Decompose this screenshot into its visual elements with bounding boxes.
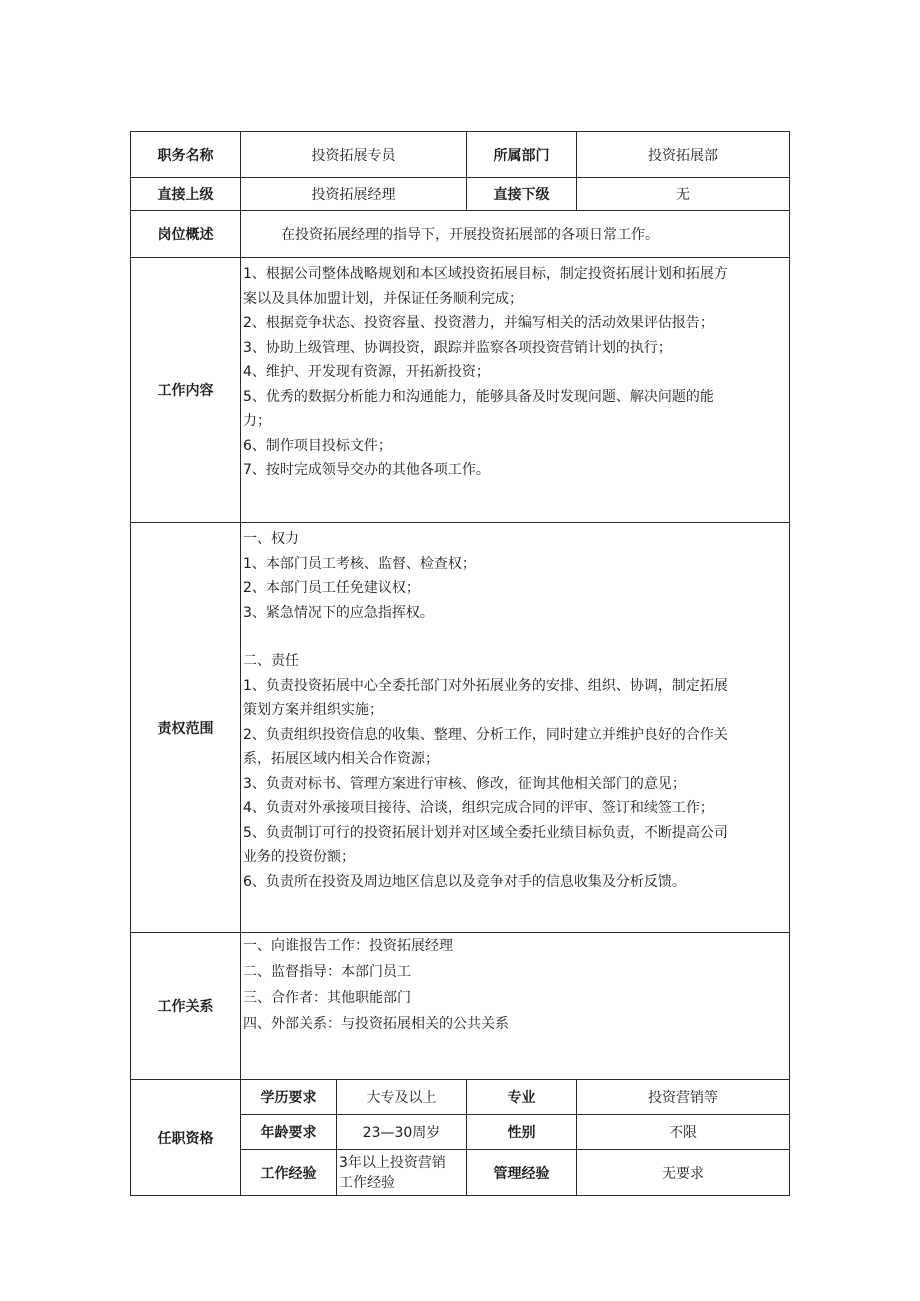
label-work-content: 工作内容: [131, 258, 241, 522]
relation-line: 一、向谁报告工作：投资拓展经理: [243, 938, 453, 954]
relation-line: 三、合作者：其他职能部门: [243, 990, 411, 1006]
row-work-content: [130, 257, 790, 522]
label-job-title: 职务名称: [131, 132, 241, 177]
work-line: 力；: [243, 413, 271, 429]
row-qualifications: [130, 1079, 790, 1196]
responsibility-line: 系，拓展区域内相关合作资源；: [243, 751, 439, 767]
label-overview: 岗位概述: [131, 211, 241, 257]
authority-line: 一、权力: [243, 531, 299, 547]
label-authority: 责权范围: [131, 523, 241, 932]
value-experience-line2: 工作经验: [339, 1175, 395, 1191]
value-experience-line1: 3年以上投资营销: [339, 1155, 446, 1171]
label-experience: 工作经验: [260, 1166, 317, 1182]
value-subordinate: 无: [576, 178, 789, 210]
label-age: 年龄要求: [260, 1125, 317, 1141]
row-authority: [130, 522, 790, 932]
row-superior: [130, 177, 790, 210]
label-education: 学历要求: [260, 1090, 317, 1106]
label-management-exp: 管理经验: [466, 1150, 576, 1196]
value-gender: 不限: [576, 1115, 789, 1149]
qual-row-education: [241, 1080, 789, 1114]
value-age: 23—30周岁: [336, 1115, 466, 1149]
label-gender: 性别: [466, 1115, 576, 1149]
work-content-list: [241, 258, 789, 522]
qual-row-experience: [241, 1149, 789, 1196]
label-superior: 直接上级: [131, 178, 241, 210]
responsibility-line: 5、负责制订可行的投资拓展计划并对区域全委托业绩目标负责，不断提高公司: [243, 824, 728, 841]
work-line: 7、按时完成领导交办的其他各项工作。: [243, 462, 490, 478]
responsibility-line: 二、责任: [243, 653, 299, 669]
authority-line: 1、本部门员工考核、监督、检查权；: [243, 555, 476, 572]
row-relations: [130, 932, 790, 1079]
value-management-exp: 无要求: [576, 1150, 789, 1196]
responsibility-line: 业务的投资份额；: [243, 849, 355, 865]
overview-text: 在投资拓展经理的指导下，开展投资拓展部的各项日常工作。: [281, 227, 659, 243]
work-line: 5、优秀的数据分析能力和沟通能力，能够具备及时发现问题、解决问题的能: [243, 388, 714, 405]
value-superior: 投资拓展经理: [311, 187, 396, 203]
label-major: 专业: [466, 1080, 576, 1114]
row-overview: [130, 210, 790, 257]
responsibility-line: 策划方案并组织实施；: [243, 702, 383, 718]
work-line: 1、根据公司整体战略规划和本区域投资拓展目标，制定投资拓展计划和拓展方: [243, 266, 728, 282]
responsibility-line: 2、负责组织投资信息的收集、整理、分析工作，同时建立并维护良好的合作关: [243, 726, 728, 743]
relation-line: 二、监督指导：本部门员工: [243, 964, 411, 980]
relations-list: [241, 933, 789, 1079]
value-education: 大专及以上: [336, 1080, 466, 1114]
job-description-table: [130, 131, 790, 1196]
label-department: 所属部门: [466, 132, 576, 177]
label-qualifications: 任职资格: [131, 1080, 241, 1195]
authority-line: 2、本部门员工任免建议权；: [243, 580, 420, 596]
responsibility-line: 6、负责所在投资及周边地区信息以及竞争对手的信息收集及分析反馈。: [243, 873, 686, 890]
work-line: 6、制作项目投标文件；: [243, 437, 392, 454]
value-experience: [336, 1150, 466, 1196]
authority-list: [241, 523, 789, 932]
work-line: 4、维护、开发现有资源，开拓新投资；: [243, 364, 490, 380]
responsibility-line: 4、负责对外承接项目接待、洽谈，组织完成合同的评审、签订和续签工作；: [243, 800, 714, 816]
row-job-title: [130, 131, 790, 177]
responsibility-line: 1、负责投资拓展中心全委托部门对外拓展业务的安排、组织、协调，制定拓展: [243, 677, 728, 694]
value-major: 投资营销等: [576, 1080, 789, 1114]
work-line: 3、协助上级管理、协调投资，跟踪并监察各项投资营销计划的执行；: [243, 339, 672, 356]
relation-line: 四、外部关系：与投资拓展相关的公共关系: [243, 1016, 509, 1032]
value-job-title: 投资拓展专员: [311, 147, 396, 164]
value-department: 投资拓展部: [576, 132, 789, 177]
work-line: 2、根据竞争状态、投资容量、投资潜力，并编写相关的活动效果评估报告；: [243, 315, 714, 331]
label-relations: 工作关系: [131, 933, 241, 1079]
label-subordinate: 直接下级: [466, 178, 576, 210]
work-line: 案以及具体加盟计划，并保证任务顺利完成；: [243, 290, 523, 307]
qual-row-age: [241, 1114, 789, 1149]
responsibility-line: 3、负责对标书、管理方案进行审核、修改，征询其他相关部门的意见；: [243, 775, 686, 792]
authority-line: 3、紧急情况下的应急指挥权。: [243, 604, 434, 621]
